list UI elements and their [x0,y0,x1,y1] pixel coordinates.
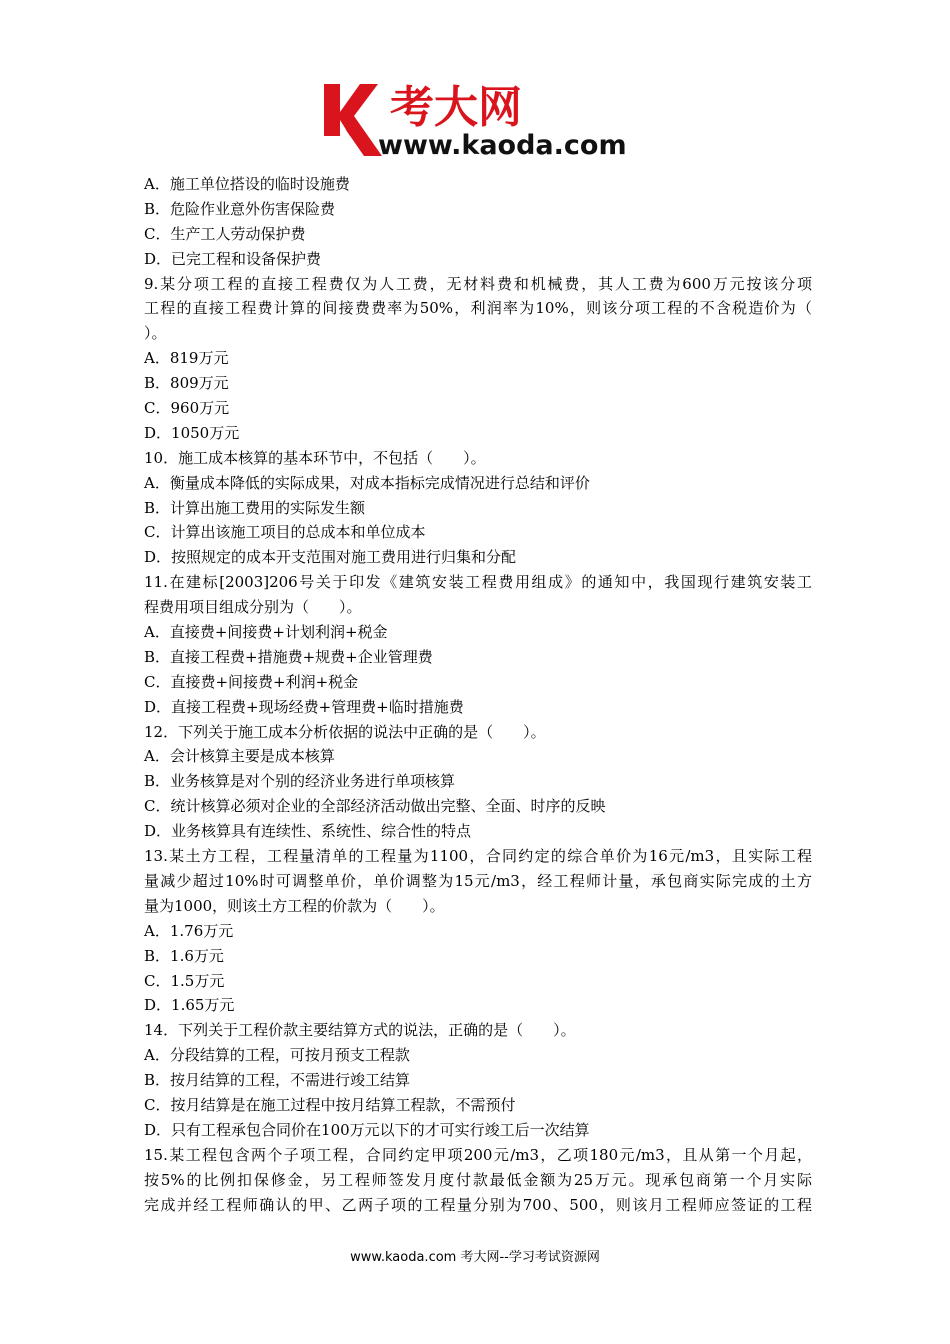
text-line: 量减少超过10%时可调整单价，单价调整为15元/m3，经工程师计量，承包商实际完成的土方 [144,871,812,890]
text-line: C．960万元 [144,399,230,418]
document-body [144,172,812,1217]
text-line: B．危险作业意外伤害保险费 [144,199,336,218]
text-line: A．819万元 [144,349,229,368]
text-line: D．1050万元 [144,423,240,442]
text-line: 程费用项目组成分别为（ ）。 [144,598,362,617]
text-line: A．衡量成本降低的实际成果，对成本指标完成情况进行总结和评价 [144,473,590,492]
text-line: 14．下列关于工程价款主要结算方式的说法，正确的是（ ）。 [144,1021,576,1040]
kaoda-logo-graphic [320,78,640,160]
text-line: B．直接工程费+措施费+规费+企业管理费 [144,647,433,666]
text-line: 11.在建标[2003]206号关于印发《建筑安装工程费用组成》的通知中，我国现行建筑安装工 [144,573,812,592]
text-line: A．施工单位搭设的临时设施费 [144,175,350,193]
text-line: B．1.6万元 [144,946,224,965]
text-line: D．直接工程费+现场经费+管理费+临时措施费 [144,697,464,716]
text-line: 完成并经工程师确认的甲、乙两子项的工程量分别为700、500，则该月工程师应签证的工程 [144,1195,812,1214]
text-line: D．只有工程承包合同价在100万元以下的才可实行竣工后一次结算 [144,1120,590,1139]
text-line: C．计算出该施工项目的总成本和单位成本 [144,523,426,542]
text-line: C．统计核算必须对企业的全部经济活动做出完整、全面、时序的反映 [144,797,606,816]
text-line: B．按月结算的工程，不需进行竣工结算 [144,1071,411,1090]
text-line: 15.某工程包含两个子项工程，合同约定甲项200元/m3，乙项180元/m3，且从第一个月起， [144,1145,812,1164]
text-line: A．直接费+间接费+计划利润+税金 [144,623,388,642]
text-line: D．按照规定的成本开支范围对施工费用进行归集和分配 [144,548,517,567]
text-line: ）。 [144,324,167,343]
text-line: B．809万元 [144,374,229,393]
text-line: B．业务核算是对个别的经济业务进行单项核算 [144,772,456,791]
text-line: 量为1000，则该土方工程的价款为（ ）。 [144,896,445,915]
text-line: B．计算出施工费用的实际发生额 [144,498,366,517]
text-line: D．已完工程和设备保护费 [144,249,322,268]
logo-url-text: www.kaoda.com [378,130,627,160]
kaoda-logo [320,78,640,160]
text-line: C．直接费+间接费+利润+税金 [144,672,359,691]
page-footer: www.kaoda.com 考大网--学习考试资源网 [350,1250,600,1265]
text-line: 12．下列关于施工成本分析依据的说法中正确的是（ ）。 [144,722,546,741]
text-line: 9.某分项工程的直接工程费仅为人工费，无材料费和机械费，其人工费为600万元按该分项 [144,274,812,293]
text-line: A．会计核算主要是成本核算 [144,747,335,766]
text-line: D．1.65万元 [144,996,235,1015]
text-line: 按5%的比例扣保修金，另工程师签发月度付款最低金额为25万元。现承包商第一个月实际 [144,1170,812,1189]
text-line: A．1.76万元 [144,921,234,940]
text-line: C．1.5万元 [144,971,225,990]
text-line: 10．施工成本核算的基本环节中，不包括（ ）。 [144,448,486,467]
text-line: A．分段结算的工程，可按月预支工程款 [144,1046,410,1065]
text-line: C．生产工人劳动保护费 [144,224,306,243]
logo-cn-text: 考大网 [390,82,522,133]
text-line: C．按月结算是在施工过程中按月结算工程款，不需预付 [144,1095,516,1114]
text-line: 13.某土方工程，工程量清单的工程量为1100，合同约定的综合单价为16元/m3，且实际工程 [144,847,812,866]
text-line: D．业务核算具有连续性、系统性、综合性的特点 [144,822,472,841]
text-line: 工程的直接工程费计算的间接费费率为50%，利润率为10%，则该分项工程的不含税造价为（ [144,299,812,318]
